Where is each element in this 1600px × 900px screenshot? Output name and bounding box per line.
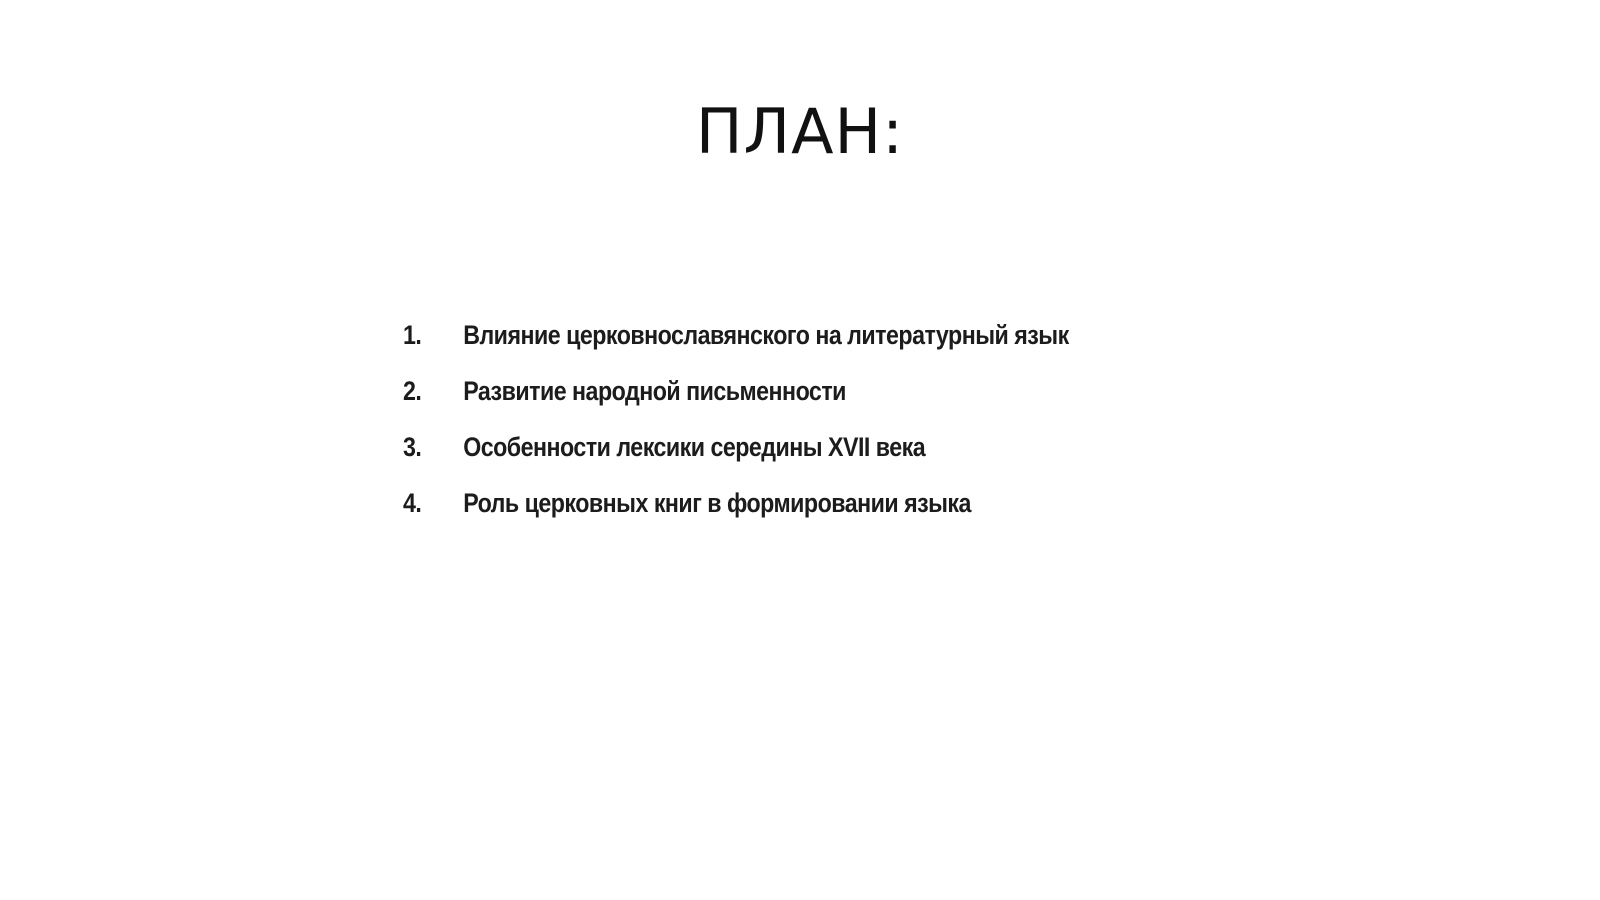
plan-list <box>403 320 1303 544</box>
plan-item-number: 4. <box>403 488 422 518</box>
plan-item-text: Особенности лексики середины XVII века <box>463 432 926 462</box>
plan-item-text: Развитие народной письменности <box>463 376 846 406</box>
plan-item-2 <box>403 376 1177 432</box>
plan-item-1 <box>403 320 1177 376</box>
plan-item-number: 3. <box>403 432 422 462</box>
plan-item-number: 1. <box>403 320 422 350</box>
plan-item-3 <box>403 432 1177 488</box>
plan-item-number: 2. <box>403 376 422 406</box>
plan-item-text: Влияние церковнославянского на литературный язык <box>463 320 1069 350</box>
plan-item-4 <box>403 488 1177 544</box>
slide-title: ПЛАН: <box>695 95 905 168</box>
plan-item-text: Роль церковных книг в формировании языка <box>463 488 971 518</box>
